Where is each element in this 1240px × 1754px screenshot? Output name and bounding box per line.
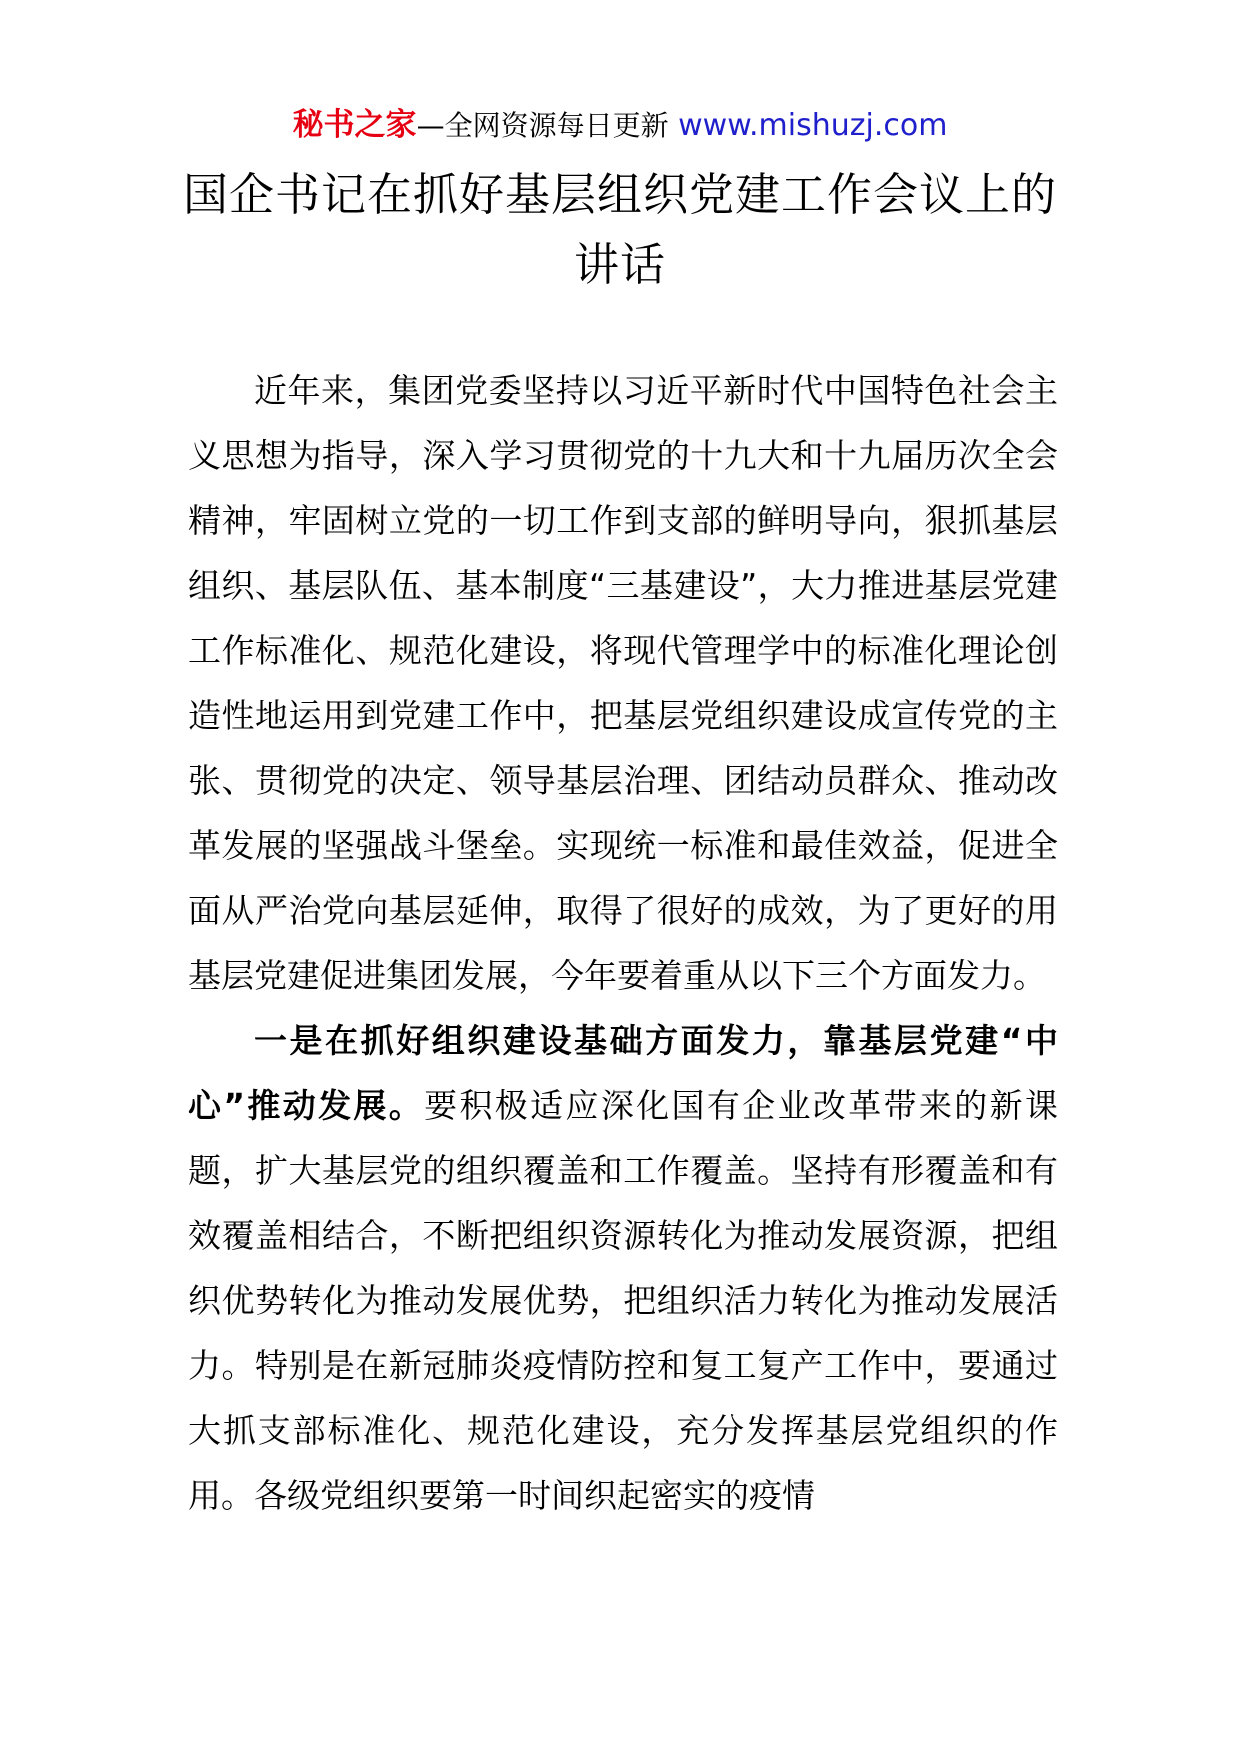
document-title: 国企书记在抓好基层组织党建工作会议上的讲话 bbox=[182, 168, 1057, 291]
document-body bbox=[188, 358, 1058, 1528]
site-url[interactable]: www.mishuzj.com bbox=[678, 108, 948, 143]
paragraph-2-lead: 一是在抓好组织建设基础方面发力，靠基层党建“中心”推动发展。 bbox=[188, 1021, 1058, 1125]
paragraph-2-text: 要积极适应深化国有企业改革带来的新课题，扩大基层党的组织覆盖和工作覆盖。坚持有形覆盖和有效覆盖相结合，不断把组织资源转化为推动发展资源，把组织优势转化为推动发展优势，把组织活力转化为推动发展活力。特别是在新冠肺炎疫情防控和复工复产工作中，要通过大抓支部标准化、规范化建设，充分发挥基层党组织的作用。各级党组织要第一时间织起密实的疫情 bbox=[188, 1086, 1058, 1515]
brand-name: 秘书之家 bbox=[292, 107, 417, 143]
paragraph-1-text: 近年来，集团党委坚持以习近平新时代中国特色社会主义思想为指导，深入学习贯彻党的十九大和十九届历次全会精神，牢固树立党的一切工作到支部的鲜明导向，狠抓基层组织、基层队伍、基本制度“三基建设”，大力推进基层党建工作标准化、规范化建设，将现代管理学中的标准化理论创造性地运用到党建工作中，把基层党组织建设成宣传党的主张、贯彻党的决定、领导基层治理、团结动员群众、推动改革发展的坚强战斗堡垒。实现统一标准和最佳效益，促进全面从严治党向基层延伸，取得了很好的成效，为了更好的用基层党建促进集团发展，今年要着重从以下三个方面发力。 bbox=[188, 371, 1058, 995]
site-header bbox=[0, 100, 1240, 151]
header-tagline: —全网资源每日更新 bbox=[416, 109, 669, 142]
paragraph-1 bbox=[188, 358, 1058, 1008]
paragraph-2 bbox=[188, 1008, 1058, 1528]
